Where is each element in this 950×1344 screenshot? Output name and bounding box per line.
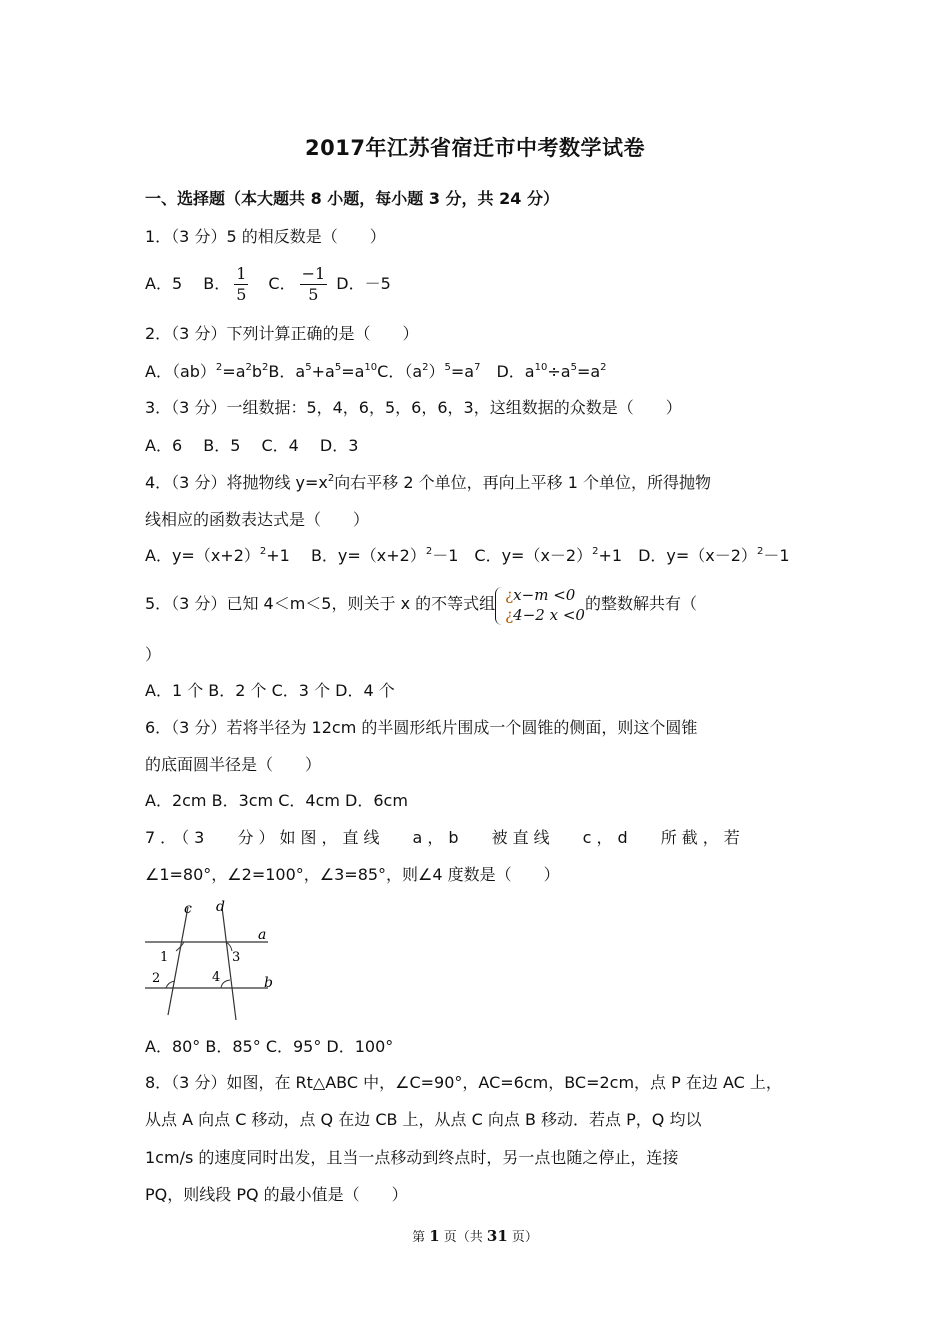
question-2-options	[145, 361, 815, 383]
inequality-system	[495, 585, 585, 625]
question-5-stem	[145, 582, 815, 628]
opt-a-part: =a	[222, 362, 246, 381]
superscript: 2	[259, 546, 267, 557]
opt-part: A．y=（x+2）	[145, 546, 260, 565]
question-8-stem-line1: 8．（3 分）如图，在 Rt△ABC 中，∠C=90°，AC=6cm，BC=2cm，点 P 在边 AC 上，	[145, 1073, 782, 1092]
superscript: 2	[425, 546, 433, 557]
glyph: ¿	[505, 605, 514, 624]
superscript: 10	[534, 362, 548, 373]
question-7-stem-line2: ∠1=80°，∠2=100°，∠3=85°，则∠4 度数是（ ）	[145, 865, 560, 884]
inequality-text: x−m <0	[513, 585, 576, 604]
superscript: 7	[474, 362, 481, 373]
superscript: 2	[422, 362, 429, 373]
total-pages: 31	[486, 1227, 508, 1245]
angle-1-label: 1	[160, 950, 169, 965]
opt-part: －1	[763, 546, 790, 565]
question-8-stem-line4: PQ，则线段 PQ 的最小值是（ ）	[145, 1185, 408, 1204]
section-heading: 一、选择题（本大题共 8 小题，每小题 3 分，共 24 分）	[145, 189, 559, 208]
page-number: 1	[429, 1227, 440, 1245]
stem-part: 4．（3 分）将抛物线 y=x	[145, 473, 328, 492]
opt-a-part: b	[251, 362, 263, 381]
superscript: 2	[327, 473, 335, 484]
question-5-stem-end: ）	[145, 645, 162, 664]
superscript: 5	[334, 362, 342, 373]
opt-c-part: C．（a	[377, 362, 423, 381]
option-a: A．5 B．	[145, 274, 231, 293]
stem-part: 5．（3 分）已知 4＜m＜5，则关于 x 的不等式组	[145, 594, 496, 613]
question-8-stem-line2: 从点 A 向点 C 移动，点 Q 在边 CB 上，从点 C 向点 B 移动．若点 P，Q 均以	[145, 1110, 702, 1129]
superscript: 2	[215, 362, 223, 373]
angle-4-arc	[221, 980, 230, 988]
inequality-text: 4−2 x <0	[513, 605, 585, 624]
label-c: c	[184, 901, 192, 917]
fraction-b-denominator: 5	[236, 285, 247, 304]
superscript: 5	[305, 362, 312, 373]
superscript: 2	[262, 362, 269, 373]
option-c: C．	[252, 274, 296, 293]
question-1-options	[145, 264, 815, 308]
option-d: D．－5	[331, 274, 391, 293]
angle-2-label: 2	[152, 971, 161, 986]
parallel-lines-figure	[140, 895, 280, 1025]
question-4-options	[145, 545, 815, 567]
opt-c-part: =a	[450, 362, 475, 381]
question-6-options: A．2cm B．3cm C．4cm D．6cm	[145, 791, 408, 810]
angle-3-label: 3	[232, 950, 241, 965]
stem-part: 的整数解共有（	[584, 594, 697, 613]
superscript: 2	[245, 362, 252, 373]
question-6-stem-line2: 的底面圆半径是（ ）	[145, 755, 322, 774]
question-1-stem: 1．（3 分）5 的相反数是（ ）	[145, 227, 386, 246]
footer-text: 第	[412, 1230, 430, 1245]
superscript: 10	[364, 362, 378, 373]
question-8-stem-line3: 1cm/s 的速度同时出发，且当一点移动到终点时，另一点也随之停止，连接	[145, 1148, 679, 1167]
superscript: 2	[600, 362, 607, 373]
superscript: 5	[444, 362, 451, 373]
opt-a-part: A．（ab）	[145, 362, 216, 381]
question-3-options: A．6 B．5 C．4 D．3	[145, 436, 359, 455]
superscript: 2	[592, 546, 599, 557]
superscript: 5	[570, 362, 577, 373]
label-a: a	[258, 927, 267, 943]
opt-b-part: +a	[311, 362, 335, 381]
angle-4-label: 4	[212, 970, 221, 985]
label-d: d	[216, 899, 225, 915]
opt-d-part: =a	[576, 362, 601, 381]
superscript: 2	[756, 546, 764, 557]
fraction-c-numerator: −1	[301, 264, 326, 283]
fraction-b	[234, 264, 248, 305]
label-b: b	[264, 975, 273, 991]
fraction-b-numerator: 1	[236, 264, 247, 283]
question-7-stem-line1: 7．（3 分）如图，直线 a，b 被直线 c，d 所截，若	[145, 828, 745, 847]
opt-part: +1 B．y=（x+2）	[266, 546, 426, 565]
opt-b-part: B．a	[268, 362, 306, 381]
opt-d-part: ÷a	[547, 362, 571, 381]
glyph: ¿	[505, 585, 514, 604]
footer-text: 页（共	[439, 1230, 487, 1245]
stem-part: 向右平移 2 个单位，再向上平移 1 个单位，所得抛物	[334, 473, 711, 492]
page-footer	[0, 1226, 950, 1245]
brace-icon	[495, 587, 502, 625]
question-6-stem-line1: 6．（3 分）若将半径为 12cm 的半圆形纸片围成一个圆锥的侧面，则这个圆锥	[145, 718, 698, 737]
opt-c-part: ）	[428, 362, 445, 381]
question-4-stem-line2: 线相应的函数表达式是（ ）	[145, 510, 370, 529]
opt-part: +1 D．y=（x－2）	[598, 546, 757, 565]
question-2-stem: 2．（3 分）下列计算正确的是（ ）	[145, 324, 419, 343]
fraction-c-denominator: 5	[308, 285, 319, 304]
question-3-stem: 3．（3 分）一组数据：5，4，6，5，6，6，3，这组数据的众数是（ ）	[145, 398, 682, 417]
inequality-row-1	[505, 585, 585, 605]
opt-b-part: =a	[341, 362, 365, 381]
fraction-c	[300, 264, 328, 305]
line-c	[168, 907, 188, 1015]
page-title: 2017年江苏省宿迁市中考数学试卷	[305, 136, 645, 160]
question-7-options: A．80° B．85° C．95° D．100°	[145, 1037, 394, 1056]
question-4-stem-line1	[145, 472, 815, 494]
footer-text: 页）	[507, 1230, 538, 1245]
inequality-row-2	[505, 605, 585, 625]
question-5-options: A．1 个 B．2 个 C．3 个 D．4 个	[145, 681, 395, 700]
opt-d-part: D．a	[480, 362, 535, 381]
opt-part: －1 C．y=（x－2）	[432, 546, 593, 565]
